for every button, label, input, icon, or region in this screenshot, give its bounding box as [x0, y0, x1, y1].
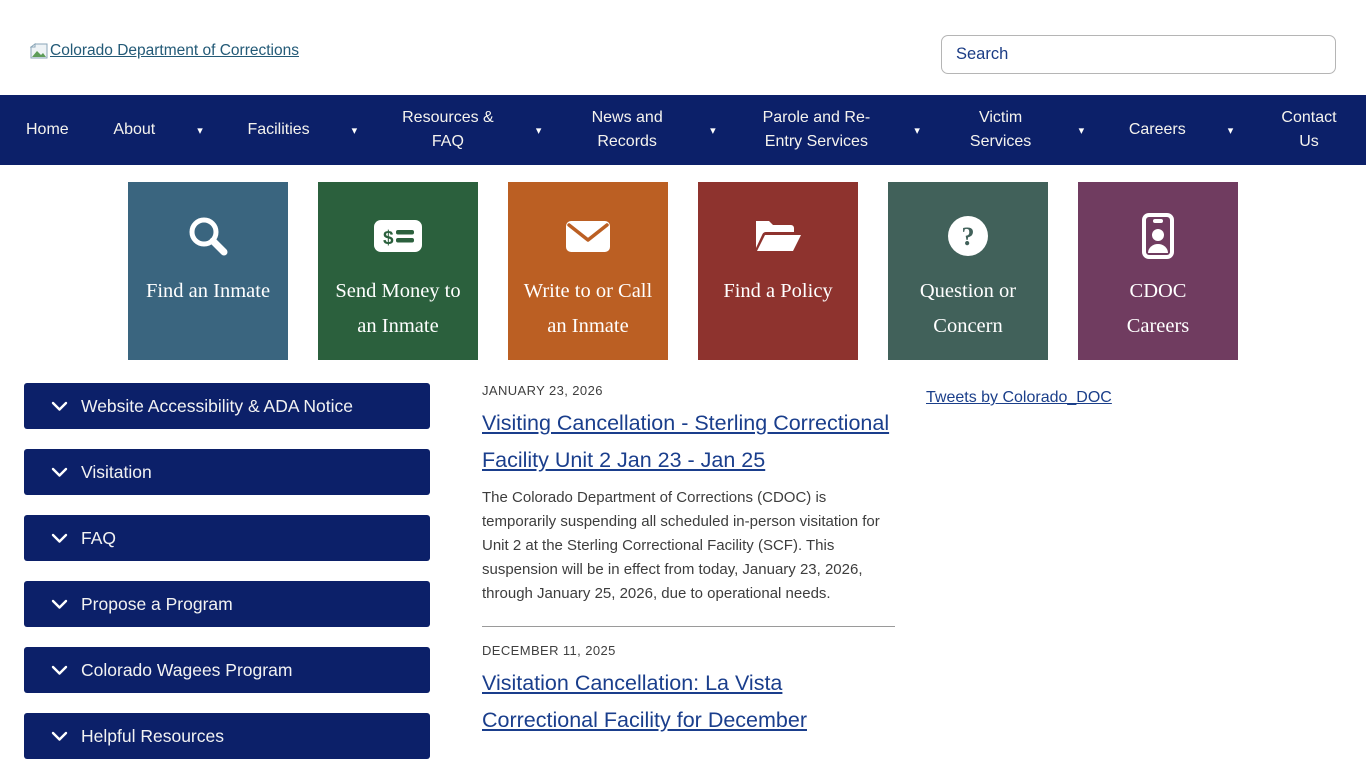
- sidebar-item-label: Colorado Wagees Program: [81, 659, 293, 680]
- tile-label: Send Money to an Inmate: [335, 280, 461, 337]
- tile-send-money[interactable]: [318, 182, 478, 360]
- chevron-down-icon[interactable]: ▾: [1227, 124, 1234, 137]
- nav-item-label: Home: [26, 121, 69, 138]
- chevron-down-icon: [51, 399, 68, 413]
- sidebar-item-label: Propose a Program: [81, 593, 233, 614]
- svg-text:?: ?: [961, 222, 975, 251]
- article-date: DECEMBER 11, 2025: [482, 643, 616, 658]
- chevron-down-icon[interactable]: ▾: [710, 124, 716, 137]
- sidebar-item-faq[interactable]: [24, 515, 430, 561]
- nav-item-facilities[interactable]: [247, 118, 357, 142]
- sidebar-item-label: FAQ: [81, 527, 117, 548]
- sidebar: [24, 383, 430, 768]
- article-title-link[interactable]: Visiting Cancellation - Sterling Correctional Facility Unit 2 Jan 23 - Jan 25: [482, 411, 890, 472]
- chevron-down-icon: [51, 531, 68, 545]
- tweets-link[interactable]: Tweets by Colorado_DOC: [926, 389, 1112, 406]
- money-check-icon: [370, 210, 426, 262]
- nav-item-home[interactable]: [26, 118, 69, 142]
- chevron-down-icon: [51, 663, 68, 677]
- nav-item-news-records[interactable]: [586, 106, 716, 154]
- social-column: [926, 383, 1112, 768]
- svg-text:$: $: [383, 228, 394, 249]
- tile-question-or-concern[interactable]: [888, 182, 1048, 360]
- primary-nav: [0, 95, 1366, 165]
- nav-item-label: News and Records: [591, 109, 663, 150]
- tile-label: Find a Policy: [723, 280, 833, 302]
- main-content: [0, 383, 1366, 768]
- tile-label: Find an Inmate: [145, 280, 271, 302]
- article-date: JANUARY 23, 2026: [482, 383, 603, 398]
- tile-label: CDOC Careers: [1126, 280, 1190, 337]
- news-feed: [482, 383, 895, 768]
- sidebar-item-label: Visitation: [81, 461, 152, 482]
- sidebar-item-ada-notice[interactable]: [24, 383, 430, 429]
- folder-open-icon: [751, 210, 805, 262]
- chevron-down-icon: [51, 597, 68, 611]
- chevron-down-icon[interactable]: ▾: [1078, 124, 1085, 137]
- sidebar-item-helpful-resources[interactable]: [24, 713, 430, 759]
- nav-item-careers[interactable]: [1129, 118, 1233, 142]
- nav-item-label: Resources & FAQ: [402, 109, 494, 150]
- sidebar-item-label: Helpful Resources: [81, 725, 224, 746]
- logo-text: Colorado Department of Corrections: [50, 42, 299, 59]
- search-input[interactable]: [941, 35, 1336, 74]
- tile-find-an-inmate[interactable]: [128, 182, 288, 360]
- nav-item-label: About: [113, 121, 156, 138]
- news-article: [482, 643, 895, 738]
- sidebar-item-label: Website Accessibility & ADA Notice: [81, 395, 354, 416]
- id-badge-icon: [1138, 210, 1178, 262]
- article-title-link[interactable]: Visitation Cancellation: La Vista Correctional Facility for December: [482, 671, 807, 732]
- quick-links-row: [128, 182, 1366, 360]
- tile-cdoc-careers[interactable]: [1078, 182, 1238, 360]
- nav-item-contact-us[interactable]: [1278, 106, 1340, 154]
- nav-item-victim-services[interactable]: [965, 106, 1085, 154]
- chevron-down-icon: [51, 729, 68, 743]
- nav-item-about[interactable]: [113, 118, 202, 142]
- article-divider: [482, 626, 895, 627]
- article-summary: The Colorado Department of Corrections (CDOC) is temporarily suspending all scheduled in-person visitation for Unit 2 at the Sterling Correctional Facility (SCF). This suspension will be in effect from today, January 23, 2026, through January 25, 2026, due to operational needs.: [482, 489, 880, 602]
- nav-item-label: Victim Services: [969, 109, 1032, 150]
- chevron-down-icon: [51, 465, 68, 479]
- tile-write-or-call[interactable]: [508, 182, 668, 360]
- logo-link[interactable]: [30, 42, 299, 60]
- tile-label: Write to or Call an Inmate: [523, 280, 653, 337]
- question-circle-icon: [944, 210, 992, 262]
- search-icon: [183, 210, 233, 262]
- chevron-down-icon[interactable]: ▾: [535, 124, 542, 137]
- nav-item-parole-reentry[interactable]: [760, 106, 920, 154]
- nav-item-label: Careers: [1128, 121, 1186, 138]
- nav-item-label: Parole and Re-Entry Services: [762, 109, 871, 150]
- sidebar-item-wagees-program[interactable]: [24, 647, 430, 693]
- tile-label: Question or Concern: [919, 280, 1017, 337]
- chevron-down-icon[interactable]: ▾: [351, 124, 358, 137]
- nav-item-label: Facilities: [247, 121, 310, 138]
- sidebar-item-visitation[interactable]: [24, 449, 430, 495]
- tile-find-a-policy[interactable]: [698, 182, 858, 360]
- nav-item-resources-faq[interactable]: [402, 106, 542, 154]
- sidebar-item-propose-a-program[interactable]: [24, 581, 430, 627]
- site-header: [0, 0, 1366, 95]
- nav-item-label: Contact Us: [1281, 109, 1337, 150]
- chevron-down-icon[interactable]: ▾: [914, 124, 920, 137]
- envelope-icon: [562, 210, 614, 262]
- chevron-down-icon[interactable]: ▾: [197, 124, 203, 137]
- news-article: [482, 383, 895, 606]
- broken-image-icon: [30, 43, 48, 59]
